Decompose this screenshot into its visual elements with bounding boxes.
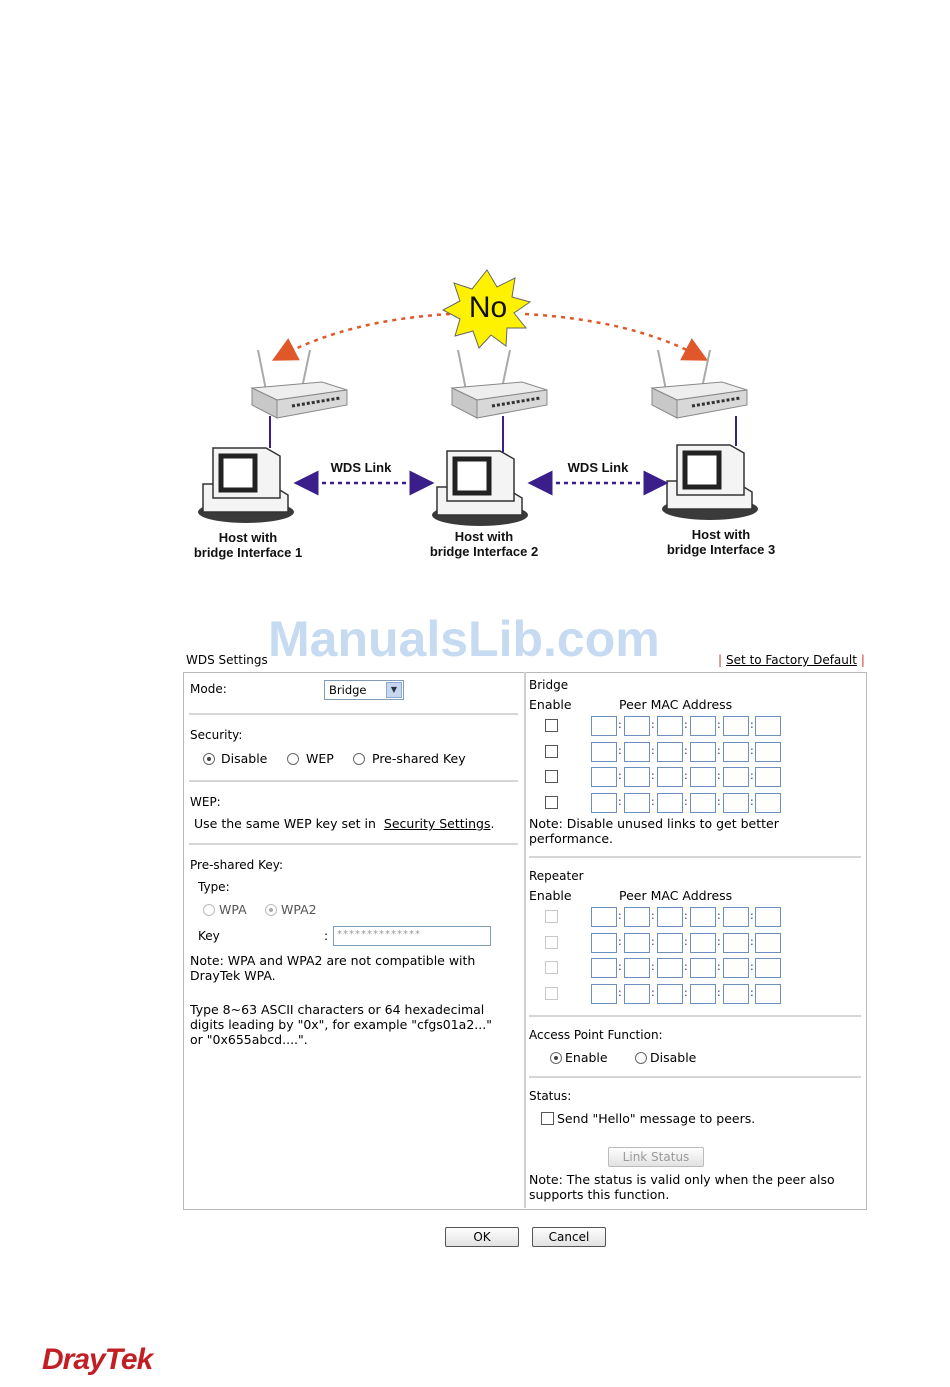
repeater-mac-octet-input[interactable]	[624, 958, 650, 978]
bridge-mac-octet-input[interactable]	[690, 716, 716, 736]
bridge-mac-separator: :	[717, 769, 721, 782]
bridge-mac-octet-input[interactable]	[723, 767, 749, 787]
ap-enable-radio[interactable]	[550, 1052, 562, 1064]
ap-disable-radio[interactable]	[635, 1052, 647, 1064]
bridge-enable-checkbox[interactable]	[545, 719, 558, 732]
host-label-3-line1: Host with	[691, 527, 751, 542]
repeater-mac-separator: :	[651, 985, 655, 999]
security-psk-label: Pre-shared Key	[372, 751, 466, 766]
router-icon	[452, 350, 547, 418]
cancel-button[interactable]: Cancel	[532, 1227, 606, 1247]
repeater-mac-octet-input[interactable]	[755, 907, 781, 927]
wds-link-label-2: WDS Link	[567, 460, 629, 475]
security-settings-link[interactable]: Security Settings	[383, 816, 491, 831]
repeater-mac-octet-input[interactable]	[723, 984, 749, 1004]
repeater-mac-separator: :	[651, 960, 655, 973]
repeater-mac-separator: :	[684, 960, 688, 973]
key-input[interactable]	[333, 926, 491, 946]
host-computer-icon	[662, 445, 758, 520]
factory-default-area: | Set to Factory Default |	[718, 653, 865, 667]
no-link-arc-left	[283, 314, 450, 355]
bridge-mac-separator: :	[750, 794, 754, 808]
bridge-mac-octet-input[interactable]	[755, 793, 781, 813]
host-label-3	[648, 527, 794, 557]
draytek-logo	[42, 1343, 152, 1377]
host-label-2	[411, 529, 557, 559]
repeater-mac-separator: :	[684, 909, 688, 922]
repeater-enable-checkbox[interactable]	[545, 987, 558, 1000]
repeater-mac-separator: :	[618, 934, 622, 948]
page-title: WDS Settings	[186, 653, 268, 667]
note-key-line1: Type 8~63 ASCII characters or 64 hexadecimal	[190, 1002, 485, 1017]
watermark: ManualsLib.com	[268, 611, 660, 667]
repeater-mac-separator: :	[750, 960, 754, 973]
bridge-mac-octet-input[interactable]	[690, 742, 716, 762]
bridge-mac-separator: :	[750, 718, 754, 731]
repeater-mac-octet-input[interactable]	[755, 958, 781, 978]
bridge-mac-octet-input[interactable]	[624, 793, 650, 813]
security-wep-radio[interactable]	[287, 753, 299, 765]
bridge-mac-octet-input[interactable]	[723, 742, 749, 762]
type-wpa2-label: WPA2	[281, 902, 317, 917]
repeater-mac-octet-input[interactable]	[690, 907, 716, 927]
bridge-mac-octet-input[interactable]	[624, 716, 650, 736]
repeater-mac-separator: :	[717, 934, 721, 948]
bridge-mac-octet-input[interactable]	[657, 767, 683, 787]
repeater-mac-octet-input[interactable]	[723, 958, 749, 978]
divider	[529, 856, 861, 858]
bridge-label: Bridge	[529, 678, 569, 692]
repeater-mac-separator: :	[750, 985, 754, 999]
status-label: Status:	[529, 1089, 572, 1103]
bridge-mac-octet-input[interactable]	[591, 793, 617, 813]
mode-select-value: Bridge	[329, 683, 367, 697]
bridge-enable-checkbox[interactable]	[545, 770, 558, 783]
send-hello-checkbox[interactable]	[541, 1112, 554, 1125]
key-input-value: **************	[337, 929, 421, 940]
bridge-mac-octet-input[interactable]	[624, 742, 650, 762]
bridge-mac-separator: :	[717, 794, 721, 808]
bridge-mac-separator: :	[618, 743, 622, 757]
wep-text-prefix: Use the same WEP key set in	[194, 816, 376, 831]
wep-text	[194, 816, 494, 831]
bridge-mac-separator: :	[684, 769, 688, 782]
ap-disable-label: Disable	[650, 1050, 697, 1065]
repeater-mac-octet-input[interactable]	[657, 907, 683, 927]
host-label-2-line2: bridge Interface 2	[429, 544, 539, 559]
security-label: Security:	[190, 728, 243, 742]
repeater-peer-mac-label: Peer MAC Address	[619, 888, 733, 903]
bridge-mac-octet-input[interactable]	[690, 767, 716, 787]
repeater-enable-checkbox[interactable]	[545, 910, 558, 923]
bridge-mac-octet-input[interactable]	[690, 793, 716, 813]
ok-button[interactable]: OK	[445, 1227, 519, 1247]
router-icon	[652, 350, 747, 418]
bridge-mac-octet-input[interactable]	[591, 742, 617, 762]
ap-function-label: Access Point Function:	[529, 1028, 663, 1042]
wep-label: WEP:	[190, 795, 221, 809]
note-key-line3: or "0x655abcd....".	[190, 1032, 308, 1047]
repeater-mac-octet-input[interactable]	[624, 907, 650, 927]
repeater-mac-separator: :	[717, 985, 721, 999]
status-note-line2: supports this function.	[529, 1187, 670, 1202]
bridge-note-line2: performance.	[529, 831, 614, 846]
bridge-mac-octet-input[interactable]	[657, 716, 683, 736]
bridge-mac-octet-input[interactable]	[657, 793, 683, 813]
repeater-enable-label: Enable	[529, 888, 572, 903]
note-wpa-line2: DrayTek WPA.	[190, 968, 276, 983]
bridge-mac-separator: :	[750, 769, 754, 782]
repeater-enable-checkbox[interactable]	[545, 936, 558, 949]
bridge-mac-separator: :	[651, 718, 655, 731]
ap-enable-label: Enable	[565, 1050, 608, 1065]
repeater-mac-octet-input[interactable]	[657, 984, 683, 1004]
host-label-3-line2: bridge Interface 3	[666, 542, 776, 557]
repeater-mac-octet-input[interactable]	[624, 933, 650, 953]
repeater-mac-octet-input[interactable]	[591, 933, 617, 953]
bridge-mac-octet-input[interactable]	[591, 767, 617, 787]
repeater-mac-separator: :	[618, 985, 622, 999]
repeater-mac-separator: :	[750, 934, 754, 948]
bridge-mac-separator: :	[750, 743, 754, 757]
bridge-mac-separator: :	[717, 743, 721, 757]
bridge-enable-checkbox[interactable]	[545, 745, 558, 758]
note-wpa-line1: Note: WPA and WPA2 are not compatible with	[190, 953, 476, 968]
mode-label: Mode:	[190, 682, 227, 696]
bridge-mac-octet-input[interactable]	[723, 793, 749, 813]
repeater-mac-separator: :	[717, 960, 721, 973]
link-status-button[interactable]: Link Status	[608, 1147, 704, 1167]
send-hello-label: Send "Hello" message to peers.	[557, 1111, 756, 1126]
chevron-down-icon: ▼	[386, 682, 402, 698]
key-label: Key	[198, 929, 220, 943]
host-computer-icon	[198, 448, 294, 523]
repeater-mac-separator: :	[651, 909, 655, 922]
no-link-arc-right	[525, 314, 697, 355]
bridge-mac-separator: :	[684, 743, 688, 757]
bridge-note-line1: Note: Disable unused links to get better	[529, 816, 779, 831]
repeater-mac-separator: :	[651, 934, 655, 948]
repeater-mac-octet-input[interactable]	[755, 933, 781, 953]
logo-tek: Tek	[104, 1343, 153, 1376]
repeater-mac-separator: :	[684, 985, 688, 999]
bridge-mac-octet-input[interactable]	[624, 767, 650, 787]
divider	[189, 780, 518, 782]
bridge-mac-octet-input[interactable]	[755, 767, 781, 787]
bridge-mac-separator: :	[618, 769, 622, 782]
psk-label: Pre-shared Key:	[190, 858, 284, 872]
repeater-mac-separator: :	[618, 960, 622, 973]
repeater-mac-separator: :	[750, 909, 754, 922]
repeater-mac-octet-input[interactable]	[723, 933, 749, 953]
bridge-mac-octet-input[interactable]	[657, 742, 683, 762]
repeater-mac-octet-input[interactable]	[591, 984, 617, 1004]
repeater-mac-octet-input[interactable]	[690, 958, 716, 978]
no-badge-text: No	[468, 291, 508, 324]
host-label-1-line1: Host with	[218, 530, 278, 545]
bridge-peer-mac-label: Peer MAC Address	[619, 697, 733, 712]
bridge-enable-label: Enable	[529, 697, 572, 712]
divider	[189, 713, 518, 715]
repeater-mac-octet-input[interactable]	[723, 907, 749, 927]
note-key-line2: digits leading by "0x", for example "cfgs01a2..."	[190, 1017, 492, 1032]
bridge-mac-octet-input[interactable]	[755, 742, 781, 762]
host-label-1	[175, 530, 321, 560]
repeater-mac-octet-input[interactable]	[591, 907, 617, 927]
wds-diagram-graphic	[0, 0, 950, 600]
repeater-mac-octet-input[interactable]	[591, 958, 617, 978]
repeater-mac-octet-input[interactable]	[624, 984, 650, 1004]
repeater-mac-octet-input[interactable]	[690, 984, 716, 1004]
router-icon	[252, 350, 347, 418]
type-wpa2-radio[interactable]	[265, 904, 277, 916]
repeater-mac-octet-input[interactable]	[690, 933, 716, 953]
bridge-mac-octet-input[interactable]	[591, 716, 617, 736]
host-computer-icon	[432, 451, 528, 526]
repeater-mac-octet-input[interactable]	[755, 984, 781, 1004]
key-colon: :	[324, 929, 329, 943]
status-note-line1: Note: The status is valid only when the peer also	[529, 1172, 835, 1187]
host-label-2-line1: Host with	[454, 529, 514, 544]
wep-text-period: .	[490, 816, 495, 831]
repeater-mac-octet-input[interactable]	[657, 958, 683, 978]
security-psk-radio[interactable]	[353, 753, 365, 765]
divider	[189, 843, 518, 845]
host-label-1-line2: bridge Interface 1	[193, 545, 303, 560]
bridge-mac-separator: :	[651, 743, 655, 757]
repeater-enable-checkbox[interactable]	[545, 961, 558, 974]
divider	[529, 1015, 861, 1017]
bridge-mac-separator: :	[651, 794, 655, 808]
type-wpa-label: WPA	[219, 902, 247, 917]
wds-diagram	[0, 0, 950, 600]
wds-link-label-1: WDS Link	[330, 460, 392, 475]
bridge-mac-octet-input[interactable]	[755, 716, 781, 736]
logo-dray: Dray	[42, 1343, 105, 1376]
bridge-mac-separator: :	[618, 718, 622, 731]
factory-default-link[interactable]: Set to Factory Default	[726, 653, 857, 667]
bridge-mac-separator: :	[651, 769, 655, 782]
bridge-mac-octet-input[interactable]	[723, 716, 749, 736]
security-disable-label: Disable	[221, 751, 268, 766]
repeater-mac-octet-input[interactable]	[657, 933, 683, 953]
security-wep-label: WEP	[306, 751, 334, 766]
bridge-mac-separator: :	[684, 794, 688, 808]
bridge-mac-separator: :	[618, 794, 622, 808]
security-disable-radio[interactable]	[203, 753, 215, 765]
repeater-mac-separator: :	[618, 909, 622, 922]
repeater-mac-separator: :	[684, 934, 688, 948]
bridge-enable-checkbox[interactable]	[545, 796, 558, 809]
repeater-mac-separator: :	[717, 909, 721, 922]
bridge-mac-separator: :	[684, 718, 688, 731]
type-wpa-radio[interactable]	[203, 904, 215, 916]
column-divider	[524, 672, 526, 1208]
bridge-mac-separator: :	[717, 718, 721, 731]
repeater-label: Repeater	[529, 869, 584, 883]
mode-select[interactable]	[324, 680, 404, 700]
divider	[529, 1076, 861, 1078]
type-label: Type:	[198, 880, 230, 894]
